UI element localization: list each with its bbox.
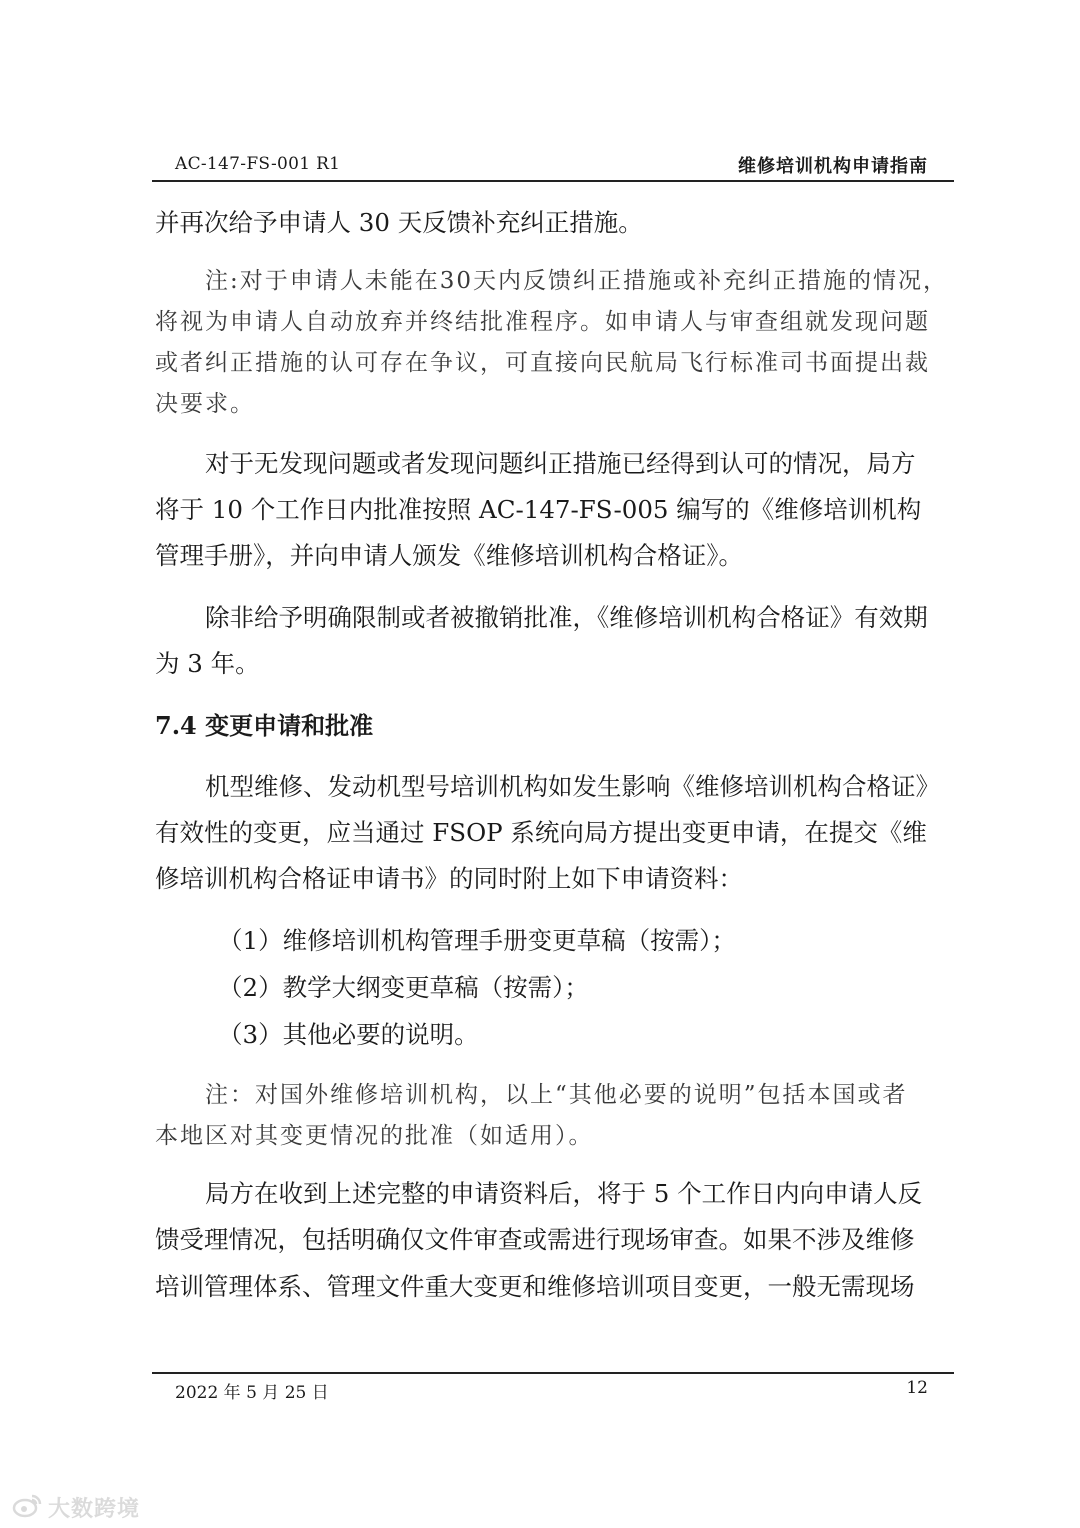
header-doc-code: AC-147-FS-001 R1 (175, 154, 341, 174)
paragraph-line: 对于无发现问题或者发现问题纠正措施已经得到认可的情况，局方 (205, 449, 916, 478)
paragraph-line: 馈受理情况，包括明确仅文件审查或需进行现场审查。如果不涉及维修 (155, 1225, 915, 1254)
weibo-logo-icon (12, 1493, 42, 1523)
list-item: （1）维修培训机构管理手册变更草稿（按需）； (218, 926, 736, 955)
paragraph-line: 修培训机构合格证申请书》的同时附上如下申请资料： (155, 864, 743, 893)
note-line: 将视为申请人自动放弃并终结批准程序。如申请人与审查组就发现问题 (155, 309, 930, 335)
section-heading: 7.4 变更申请和批准 (155, 711, 374, 740)
paragraph-line: 局方在收到上述完整的申请资料后，将于 5 个工作日内向申请人反 (205, 1179, 923, 1208)
watermark-text: 大数跨境 (48, 1497, 141, 1522)
note-line: 注:对于申请人未能在30天内反馈纠正措施或补充纠正措施的情况， (205, 268, 949, 294)
paragraph-line: 并再次给予申请人 30 天反馈补充纠正措施。 (155, 208, 643, 237)
page-number: 12 (906, 1378, 928, 1398)
header-rule (152, 180, 954, 182)
watermark (12, 1492, 140, 1523)
paragraph-line: 培训管理体系、管理文件重大变更和维修培训项目变更，一般无需现场 (155, 1272, 915, 1301)
note-line: 本地区对其变更情况的批准（如适用）。 (155, 1123, 594, 1149)
note-line: 注：对国外维修培训机构，以上“其他必要的说明”包括本国或者 (205, 1082, 908, 1108)
paragraph-line: 有效性的变更，应当通过 FSOP 系统向局方提出变更申请，在提交《维 (155, 818, 927, 847)
paragraph-line: 机型维修、发动机型号培训机构如发生影响《维修培训机构合格证》 (205, 772, 940, 801)
list-item: （3）其他必要的说明。 (218, 1020, 479, 1049)
note-line: 或者纠正措施的认可存在争议，可直接向民航局飞行标准司书面提出裁 (155, 350, 930, 376)
footer-rule (152, 1372, 954, 1374)
paragraph-line: 除非给予明确限制或者被撤销批准，《维修培训机构合格证》有效期 (205, 603, 928, 632)
footer-date: 2022 年 5 月 25 日 (175, 1383, 329, 1403)
paragraph-line: 管理手册》，并向申请人颁发《维修培训机构合格证》。 (155, 541, 743, 570)
paragraph-line: 将于 10 个工作日内批准按照 AC-147-FS-005 编写的《维修培训机构 (155, 495, 922, 524)
note-line: 决要求。 (155, 391, 255, 417)
header-doc-title: 维修培训机构申请指南 (738, 156, 928, 177)
paragraph-line: 为 3 年。 (155, 649, 260, 678)
list-item: （2）教学大纲变更草稿（按需）； (218, 973, 589, 1002)
